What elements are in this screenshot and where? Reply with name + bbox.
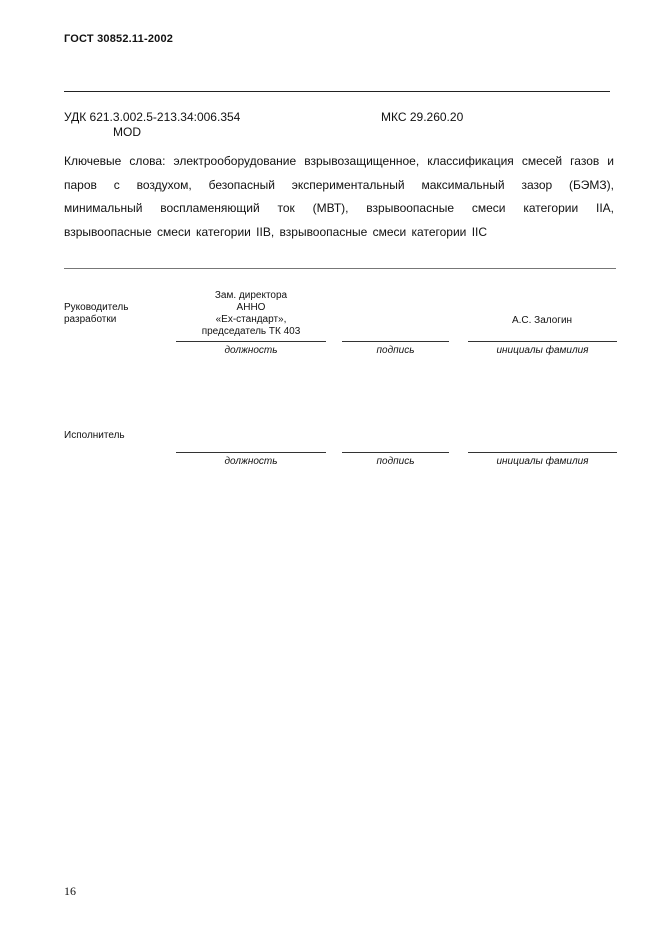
head-name-line [468, 341, 617, 342]
head-position-text [176, 290, 326, 338]
head-caption-signature: подпись [376, 345, 415, 356]
head-role-label [64, 302, 128, 326]
head-position-line2: АННО [236, 302, 266, 313]
header-divider [64, 91, 610, 92]
head-name: А.С. Залогин [511, 315, 573, 326]
head-role-line1: Руководитель [64, 302, 129, 313]
head-caption-position: должность [224, 345, 278, 356]
page-number: 16 [64, 884, 76, 898]
mks-code: МКС 29.260.20 [381, 110, 464, 124]
head-position-line3: «Ex-стандарт», [215, 314, 287, 325]
udk-code: УДК 621.3.002.5-213.34:006.354 [64, 110, 241, 124]
head-caption-name: инициалы фамилия [496, 345, 589, 356]
head-signature-line [342, 341, 449, 342]
head-position-line4: председатель ТК 403 [201, 326, 301, 337]
executor-signature-line [342, 452, 449, 453]
executor-role-label: Исполнитель [64, 430, 125, 441]
head-position-line1: Зам. директора [214, 290, 288, 301]
head-role-line2: разработки [64, 314, 117, 325]
keywords-paragraph: Ключевые слова: электрооборудование взрывозащищенное, классификация смесей газов и паров с воздухом, безопасный экспериментальный максимальный зазор (БЭМЗ), минимальный воспламеняющий ток (МВТ), взрывоопасные смеси категории IIA, взрывоопасные смеси категории IIB, взрывоопасные смеси категории IIC [64, 154, 614, 239]
udk-mod-suffix: MOD [113, 125, 141, 139]
executor-caption-signature: подпись [376, 456, 415, 467]
head-position-line [176, 341, 326, 342]
executor-caption-name: инициалы фамилия [496, 456, 589, 467]
executor-name-line [468, 452, 617, 453]
section-divider [64, 268, 616, 269]
executor-position-line [176, 452, 326, 453]
document-standard-code: ГОСТ 30852.11-2002 [64, 33, 174, 45]
executor-caption-position: должность [224, 456, 278, 467]
